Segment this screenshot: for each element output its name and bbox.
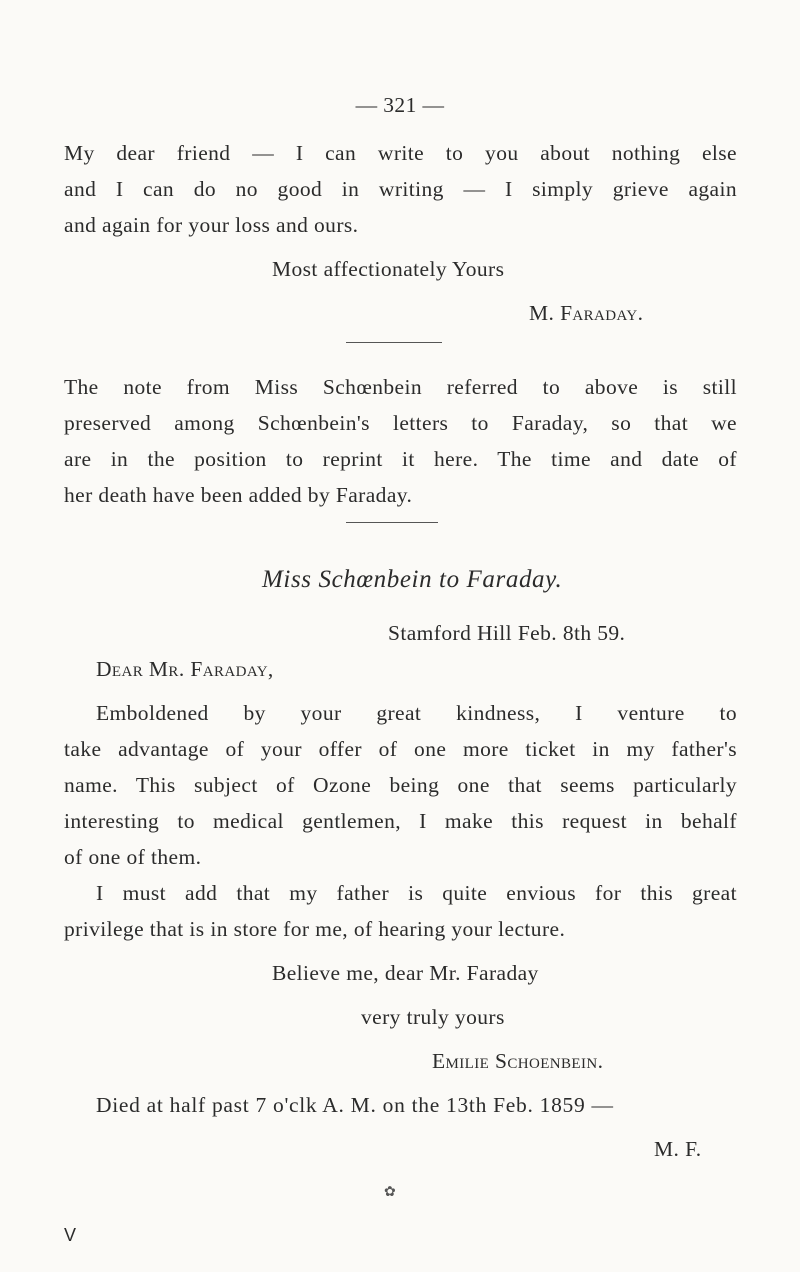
signature-mark: V [64,1225,77,1245]
death-note: Died at half past 7 o'clk A. M. on the 13th Feb. 1859 — [96,1093,614,1117]
section-title: Miss Schœnbein to Faraday. [262,566,563,593]
note-line: preserved among Schœnbein's letters to Faraday, so that we [64,411,737,435]
section-divider [346,342,442,343]
letter1-signature: M. Faraday. [529,301,644,325]
ornament-icon: ✿ [384,1185,397,1200]
letter2-para1-line: take advantage of your offer of one more ticket in my father's [64,737,737,761]
letter2-closing: very truly yours [361,1005,505,1029]
note-line: are in the position to reprint it here. The time and date of [64,447,737,471]
letter2-para1-line: interesting to medical gentlemen, I make this request in behalf [64,809,737,833]
note-line: her death have been added by Faraday. [64,483,413,507]
page-number: — 321 — [355,93,445,117]
section-divider [346,522,438,523]
letter2-para1-line: name. This subject of Ozone being one that seems particularly [64,773,737,797]
letter2-dateline: Stamford Hill Feb. 8th 59. [388,621,626,645]
letter1-line: and I can do no good in writing — I simply grieve again [64,177,737,201]
death-note-initials: M. F. [654,1137,702,1161]
letter2-salutation: Dear Mr. Faraday, [96,657,274,681]
letter2-signature: Emilie Schoenbein. [432,1049,604,1073]
letter2-para2-line: privilege that is in store for me, of hearing your lecture. [64,917,566,941]
letter1-line: and again for your loss and ours. [64,213,359,237]
letter2-closing: Believe me, dear Mr. Faraday [272,961,539,985]
letter2-para1-line: Emboldened by your great kindness, I venture to [96,701,737,725]
letter2-para1-line: of one of them. [64,845,202,869]
letter1-closing: Most affectionately Yours [272,257,505,281]
letter2-para2-line: I must add that my father is quite envious for this great [96,881,737,905]
letter1-line: My dear friend — I can write to you about nothing else [64,141,737,165]
note-line: The note from Miss Schœnbein referred to above is still [64,375,737,399]
